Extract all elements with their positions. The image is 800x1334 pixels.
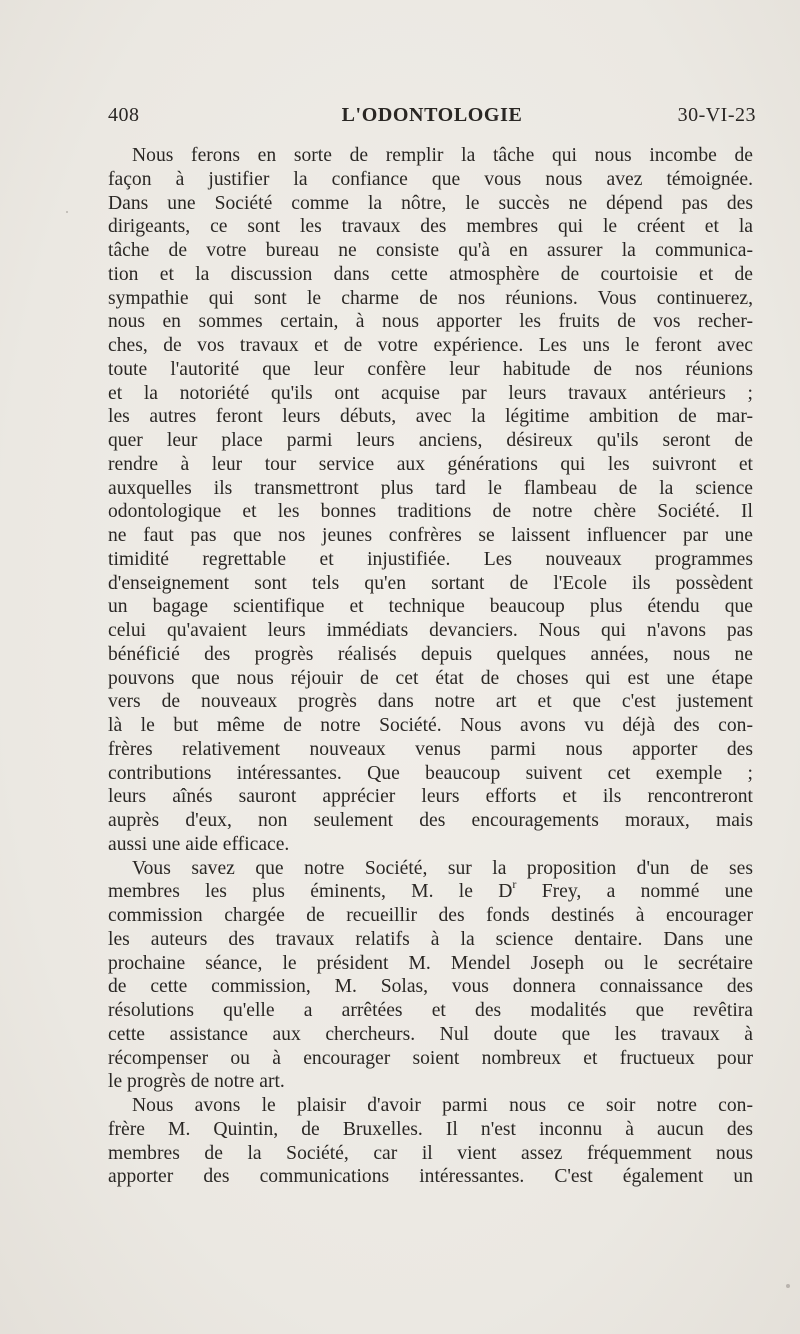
text-line: rendre à leur tour service aux générations qui les suivront et <box>108 453 753 475</box>
text-line: aussi une aide efficace. <box>108 833 290 855</box>
text-line: leurs aînés sauront apprécier leurs efforts et ils rencontreront <box>108 786 753 808</box>
text-line: frère M. Quintin, de Bruxelles. Il n'est inconnu à aucun des <box>108 1118 753 1140</box>
text-line: les auteurs des travaux relatifs à la science dentaire. Dans une <box>108 928 753 950</box>
text-line: d'enseignement sont tels qu'en sortant de l'Ecole ils possèdent <box>108 572 753 594</box>
text-line: cette assistance aux chercheurs. Nul doute que les travaux à <box>108 1023 753 1045</box>
text-line: Dans une Société comme la nôtre, le succès ne dépend pas des <box>108 192 753 214</box>
text-line: commission chargée de recueillir des fonds destinés à encourager <box>108 905 753 926</box>
text-line: membres de la Société, car il vient assez fréquemment nous <box>108 1142 753 1164</box>
text-line: tâche de votre bureau ne consiste qu'à en assurer la communica- <box>108 240 753 261</box>
issue-date: 30-VI-23 <box>677 104 756 126</box>
text-line: résolutions qu'elle a arrêtées et des modalités que revêtira <box>108 1000 753 1021</box>
text-line: toute l'autorité que leur confère leur habitude de nos réunions <box>108 358 753 380</box>
text-line: Nous ferons en sorte de remplir la tâche qui nous incombe de <box>132 145 753 166</box>
text-line: le progrès de notre art. <box>108 1071 285 1093</box>
text-line: prochaine séance, le président M. Mendel Joseph ou le secrétaire <box>108 952 753 974</box>
text-line: pouvons que nous réjouir de cet état de choses qui est une étape <box>108 667 753 689</box>
journal-title: L'ODONTOLOGIE <box>341 104 523 126</box>
text-line: Vous savez que notre Société, sur la proposition d'un de ses <box>132 857 753 879</box>
text-line: ne faut pas que nos jeunes confrères se laissent influencer par une <box>108 525 753 546</box>
text-line-start: membres les plus éminents, M. le D <box>108 881 513 903</box>
text-line: de cette commission, M. Solas, vous donnera connaissance des <box>108 976 753 998</box>
text-line: là le but même de notre Société. Nous avons vu déjà des con- <box>108 715 753 736</box>
text-line: odontologique et les bonnes traditions de notre chère Société. Il <box>108 501 753 523</box>
text-line: auprès d'eux, non seulement des encouragements moraux, mais <box>108 810 753 831</box>
text-line: ches, de vos travaux et de votre expérience. Les uns le feront avec <box>108 335 753 356</box>
text-line: celui qu'avaient leurs immédiats devanciers. Nous qui n'avons pas <box>108 620 753 641</box>
text-line: bénéficié des progrès réalisés depuis quelques années, nous ne <box>108 643 753 665</box>
text-line: quer leur place parmi leurs anciens, désireux qu'ils seront de <box>108 430 753 451</box>
text-line: timidité regrettable et injustifiée. Les nouveaux programmes <box>108 548 753 570</box>
text-line: sympathie qui sont le charme de nos réunions. Vous continuerez, <box>108 287 753 309</box>
paper-speck <box>786 1284 790 1288</box>
text-line: tion et la discussion dans cette atmosphère de courtoisie et de <box>108 263 753 285</box>
text-line: dirigeants, ce sont les travaux des membres qui le créent et la <box>108 216 753 238</box>
text-line: vers de nouveaux progrès dans notre art et que c'est justement <box>108 691 753 713</box>
superscript: r <box>512 876 517 891</box>
text-line: un bagage scientifique et technique beaucoup plus étendu que <box>108 596 753 618</box>
page-number: 408 <box>108 104 140 126</box>
text-line: et la notoriété qu'ils ont acquise par leurs travaux antérieurs ; <box>108 382 753 404</box>
text-line: nous en sommes certain, à nous apporter les fruits de vos recher- <box>108 311 753 333</box>
text-line: Nous avons le plaisir d'avoir parmi nous ce soir notre con- <box>132 1095 753 1116</box>
paper-speck <box>66 211 68 213</box>
text-line: les autres feront leurs débuts, avec la légitime ambition de mar- <box>108 406 753 428</box>
text-line: récompenser ou à encourager soient nombreux et fructueux pour <box>108 1047 753 1069</box>
text-line: apporter des communications intéressantes. C'est également un <box>108 1166 753 1188</box>
text-line: façon à justifier la confiance que vous nous avez témoignée. <box>108 168 753 190</box>
running-header <box>108 104 756 134</box>
text-line: frères relativement nouveaux venus parmi nous apporter des <box>108 738 753 760</box>
text-line-end: Frey, a nommé une <box>516 881 753 903</box>
text-line-with-superscript <box>108 876 753 904</box>
body-text <box>108 144 753 1189</box>
text-line: contributions intéressantes. Que beaucoup suivent cet exemple ; <box>108 762 753 784</box>
text-line: auxquelles ils transmettront plus tard le flambeau de la science <box>108 477 753 499</box>
